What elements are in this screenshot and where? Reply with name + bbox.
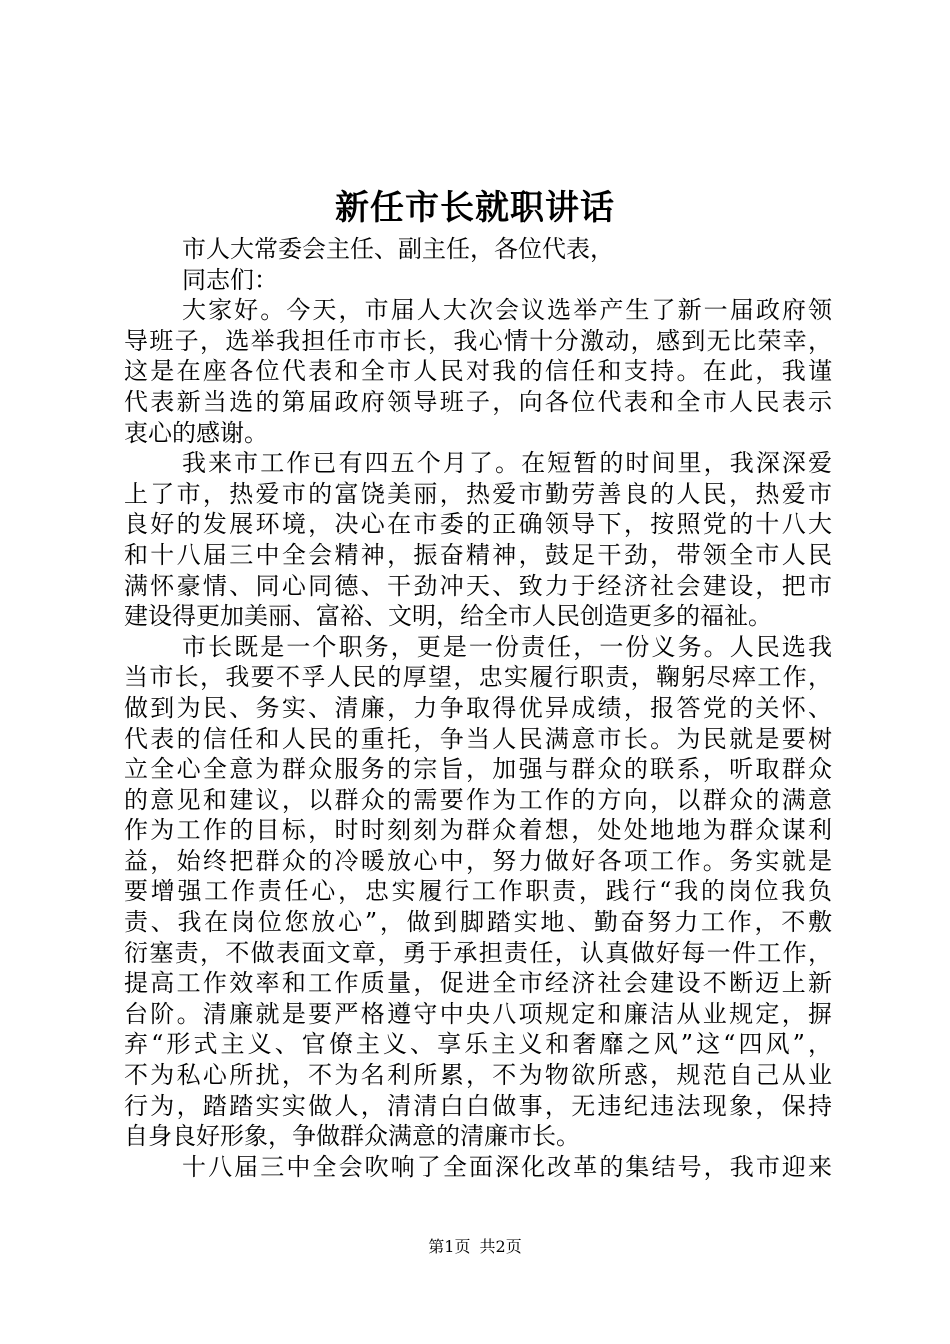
paragraph-line: 责、我在岗位您放心”，做到脚踏实地、勤奋努力工作，不敷 — [124, 908, 832, 937]
salutation-line: 市人大常委会主任、副主任，各位代表， — [182, 235, 614, 263]
paragraph-line: 弃“形式主义、官僚主义、享乐主义和奢靡之风”这“四风”， — [124, 1030, 832, 1059]
page-number-footer: 第1页 共2页 — [428, 1237, 522, 1256]
paragraph-line: 提高工作效率和工作质量，促进全市经济社会建设不断迈上新 — [124, 969, 832, 998]
paragraph-line: 不为私心所扰，不为名利所累，不为物欲所惑，规范自己从业 — [124, 1061, 832, 1090]
paragraph-line: 代表新当选的第届政府领导班子，向各位代表和全市人民表示 — [124, 387, 832, 416]
paragraph-line: 大家好。今天，市届人大次会议选举产生了新一届政府领 — [182, 296, 832, 325]
paragraph-line: 自身良好形象，争做群众满意的清廉市长。 — [124, 1122, 580, 1151]
paragraph-line: 和十八届三中全会精神，振奋精神，鼓足干劲，带领全市人民 — [124, 540, 832, 569]
paragraph-line: 十八届三中全会吹响了全面深化改革的集结号，我市迎来 — [182, 1152, 832, 1181]
paragraph-line: 我来市工作已有四五个月了。在短暂的时间里，我深深爱 — [182, 449, 832, 478]
paragraph-line: 这是在座各位代表和全市人民对我的信任和支持。在此，我谨 — [124, 357, 832, 386]
paragraph-line: 满怀豪情、同心同德、干劲冲天、致力于经济社会建设，把市 — [124, 571, 832, 600]
paragraph-line: 台阶。清廉就是要严格遵守中央八项规定和廉洁从业规定，摒 — [124, 999, 832, 1028]
paragraph-line: 良好的发展环境，决心在市委的正确领导下，按照党的十八大 — [124, 510, 832, 539]
paragraph-line: 代表的信任和人民的重托，争当人民满意市长。为民就是要树 — [124, 724, 832, 753]
paragraph-line: 当市长，我要不孚人民的厚望，忠实履行职责，鞠躬尽瘁工作， — [124, 663, 832, 692]
document-title: 新任市长就职讲话 — [335, 188, 615, 228]
paragraph-line: 建设得更加美丽、富裕、文明，给全市人民创造更多的福祉。 — [124, 602, 772, 631]
paragraph-line: 的意见和建议，以群众的需要作为工作的方向，以群众的满意 — [124, 785, 832, 814]
paragraph-line: 衍塞责，不做表面文章，勇于承担责任，认真做好每一件工作， — [124, 938, 832, 967]
paragraph-line: 作为工作的目标，时时刻刻为群众着想，处处地地为群众谋利 — [124, 816, 832, 845]
paragraph-line: 要增强工作责任心，忠实履行工作职责，践行“我的岗位我负 — [124, 877, 832, 906]
paragraph-line: 益，始终把群众的冷暖放心中，努力做好各项工作。务实就是 — [124, 846, 832, 875]
paragraph-line: 导班子，选举我担任市市长，我心情十分激动，感到无比荣幸， — [124, 326, 832, 355]
paragraph-line: 上了市，热爱市的富饶美丽，热爱市勤劳善良的人民，热爱市 — [124, 479, 832, 508]
paragraph-line: 立全心全意为群众服务的宗旨，加强与群众的联系，听取群众 — [124, 755, 832, 784]
paragraph-line: 做到为民、务实、清廉，力争取得优异成绩，报答党的关怀、 — [124, 693, 832, 722]
salutation-line: 同志们： — [182, 265, 278, 294]
paragraph-line: 市长既是一个职务，更是一份责任，一份义务。人民选我 — [182, 632, 832, 661]
paragraph-line: 行为，踏踏实实做人，清清白白做事，无违纪违法现象，保持 — [124, 1091, 832, 1120]
document-body — [124, 234, 832, 1182]
paragraph-line: 衷心的感谢。 — [124, 418, 268, 447]
